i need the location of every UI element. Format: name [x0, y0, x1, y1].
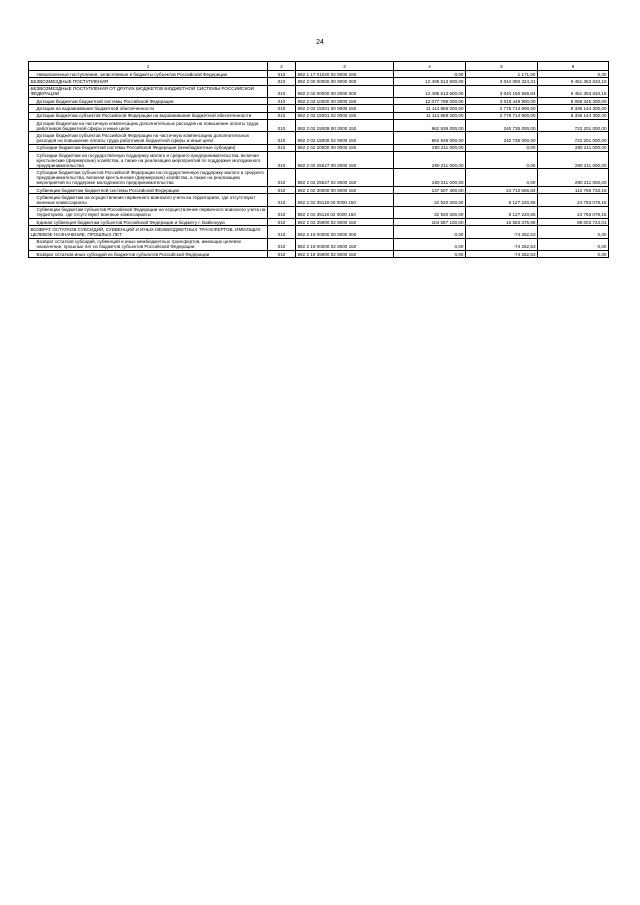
- row-kbk: 892 2 02 15001 02 0000 150: [296, 112, 394, 119]
- row-code: 010: [268, 78, 296, 85]
- table-row: [29, 132, 609, 144]
- column-header: 3: [296, 62, 394, 71]
- row-kbk: 892 1 17 01020 02 0000 180: [296, 71, 394, 78]
- row-name: Невыясненные поступления, зачисляемые в бюджеты субъектов Российской Федерации: [36, 71, 228, 77]
- row-unexecuted: 112 796 733,16: [538, 186, 609, 193]
- row-executed: 240 735 000,00: [466, 119, 538, 131]
- row-name: Дотации бюджетам бюджетной системы Российской Федерации: [36, 98, 174, 104]
- row-name: Возврат остатков иных субсидий из бюджетов субъектов Российской Федерации: [36, 251, 210, 257]
- row-kbk: 892 2 19 00000 00 0000 000: [296, 226, 394, 238]
- row-name-cell: [29, 132, 268, 144]
- row-name-cell: [29, 238, 268, 250]
- row-unexecuted: 0,00: [538, 238, 609, 250]
- table-header-row: [29, 62, 609, 71]
- table-row: [29, 186, 609, 193]
- row-kbk: 892 2 02 25527 02 0000 150: [296, 169, 394, 186]
- row-plan: 280 211 000,00: [394, 152, 466, 169]
- row-unexecuted: 24 793 079,15: [538, 206, 609, 218]
- row-name-cell: [29, 186, 268, 193]
- row-executed: 2 778 714 900,00: [466, 105, 538, 112]
- row-name: Единая субвенция бюджетам субъектов Российской Федерации и бюджету г. Байконура: [36, 219, 225, 225]
- row-code: 010: [268, 144, 296, 151]
- row-code: 010: [268, 206, 296, 218]
- row-code: 010: [268, 152, 296, 169]
- row-unexecuted: 280 211 000,00: [538, 144, 609, 151]
- row-plan: 12 495 513 600,00: [394, 78, 466, 85]
- table-row: [29, 105, 609, 112]
- row-name-cell: [29, 218, 268, 225]
- row-name: Дотации бюджетам субъектов Российской Федерации на выравнивание бюджетной обеспеченности: [36, 113, 252, 119]
- row-code: 010: [268, 132, 296, 144]
- row-executed: 0,00: [466, 169, 538, 186]
- table-row: [29, 152, 609, 169]
- table-row: [29, 98, 609, 105]
- row-name-cell: [29, 144, 268, 151]
- row-name: ВОЗВРАТ ОСТАТКОВ СУБСИДИЙ, СУБВЕНЦИЙ И ИНЫХ МЕЖБЮДЖЕТНЫХ ТРАНСФЕРТОВ, ИМЕЮЩИХ ЦЕЛЕВОЕ НАЗНАЧЕНИЕ, ПРОШЛЫХ ЛЕТ: [29, 226, 268, 238]
- row-plan: 962 936 000,00: [394, 132, 466, 144]
- row-name: Субвенции бюджетам субъектов Российской Федерации на осуществление первичного воинского учета на территориях, где отсутствуют военные комиссариаты: [36, 207, 266, 218]
- row-kbk: 892 2 02 00000 00 0000 000: [296, 85, 394, 97]
- column-header: 4: [394, 62, 466, 71]
- row-code: 010: [268, 71, 296, 78]
- row-code: 010: [268, 194, 296, 206]
- row-executed: -74 252,53: [466, 251, 538, 258]
- row-kbk: 892 2 19 35900 02 0000 150: [296, 251, 394, 258]
- table-row: [29, 218, 609, 225]
- row-kbk: 892 2 02 15001 00 0000 150: [296, 105, 394, 112]
- row-plan: 280 211 000,00: [394, 144, 466, 151]
- row-unexecuted: 722 201 000,00: [538, 132, 609, 144]
- row-name-cell: [29, 169, 268, 186]
- row-code: 010: [268, 105, 296, 112]
- row-code: 010: [268, 218, 296, 225]
- row-name: БЕЗВОЗМЕЗДНЫЕ ПОСТУПЛЕНИЯ: [29, 78, 268, 85]
- row-kbk: 892 2 02 35118 00 0000 150: [296, 194, 394, 206]
- row-code: 010: [268, 169, 296, 186]
- row-name: Субвенции бюджетам на осуществление первичного воинского учета на территориях, где отсутствуют военные комиссариаты: [36, 194, 256, 205]
- row-code: 010: [268, 119, 296, 131]
- row-executed: 16 583 375,99: [466, 218, 538, 225]
- row-unexecuted: 280 211 000,00: [538, 152, 609, 169]
- row-plan: 0,00: [394, 71, 466, 78]
- row-kbk: 892 2 02 10000 00 0000 150: [296, 98, 394, 105]
- row-kbk: 892 2 00 00000 00 0000 000: [296, 78, 394, 85]
- row-name: Субсидии бюджетам субъектов Российской Федерации на государственную поддержку малого и среднего предпринимательства, включая крестьянские (фермерские) хозяйства, а также на реализацию мероприятий по поддержке молодежного предпринимательства: [36, 170, 264, 186]
- row-code: 010: [268, 226, 296, 238]
- row-name: Субсидии бюджетам бюджетной системы Российской Федерации (межбюджетные субсидии): [36, 145, 236, 151]
- table-row: [29, 71, 609, 78]
- row-name-cell: [29, 152, 268, 169]
- row-code: 010: [268, 186, 296, 193]
- row-name: Дотации бюджетам субъектов Российской Федерации на частичную компенсацию дополнительных расходов на повышение оплаты труда работников бюджетной сферы и иные цели: [36, 132, 250, 144]
- column-header: 1: [29, 62, 268, 71]
- page-number: 24: [316, 39, 324, 46]
- row-unexecuted: 9 451 353 633,15: [538, 85, 609, 97]
- row-name-cell: [29, 251, 268, 258]
- row-kbk: 892 2 02 20000 00 0000 150: [296, 144, 394, 151]
- column-header: 5: [466, 62, 538, 71]
- row-executed: -74 252,53: [466, 238, 538, 250]
- table-row: [29, 226, 609, 238]
- row-plan: 104 587 100,00: [394, 218, 466, 225]
- row-unexecuted: 8 336 144 300,00: [538, 112, 609, 119]
- table-row: [29, 112, 609, 119]
- row-name: Субвенции бюджетам бюджетной системы Российской Федерации: [36, 187, 180, 193]
- row-executed: 8 127 220,85: [466, 194, 538, 206]
- table-row: [29, 194, 609, 206]
- row-plan: 137 507 400,00: [394, 186, 466, 193]
- row-executed: 0,00: [466, 144, 538, 151]
- row-name: Дотации на выравнивание бюджетной обеспеченности: [36, 106, 154, 111]
- row-kbk: 892 2 02 35900 02 0000 150: [296, 218, 394, 225]
- row-plan: 11 114 859 200,00: [394, 112, 466, 119]
- row-name-cell: [29, 112, 268, 119]
- column-header: 6: [538, 62, 609, 71]
- row-plan: 11 114 859 200,00: [394, 105, 466, 112]
- row-executed: -74 252,53: [466, 226, 538, 238]
- row-unexecuted: 24 793 079,15: [538, 194, 609, 206]
- row-kbk: 892 2 02 30000 00 0000 150: [296, 186, 394, 193]
- row-unexecuted: 88 003 724,01: [538, 218, 609, 225]
- row-code: 010: [268, 251, 296, 258]
- row-plan: 32 920 300,00: [394, 194, 466, 206]
- row-plan: 32 920 300,00: [394, 206, 466, 218]
- table-row: [29, 238, 609, 250]
- report-table: [28, 61, 609, 258]
- row-plan: 280 211 000,00: [394, 169, 466, 186]
- row-kbk: 892 2 19 00000 02 0000 150: [296, 238, 394, 250]
- row-name-cell: [29, 194, 268, 206]
- row-name-cell: [29, 71, 268, 78]
- table-row: [29, 206, 609, 218]
- row-unexecuted: 8 336 144 300,00: [538, 105, 609, 112]
- row-kbk: 892 2 02 15009 02 0000 150: [296, 132, 394, 144]
- column-header: 2: [268, 62, 296, 71]
- row-plan: 12 077 795 200,00: [394, 98, 466, 105]
- row-unexecuted: 722 201 000,00: [538, 119, 609, 131]
- row-executed: 3 019 449 900,00: [466, 98, 538, 105]
- row-plan: 12 495 513 600,00: [394, 85, 466, 97]
- row-executed: 2 778 714 900,00: [466, 112, 538, 119]
- row-plan: 0,00: [394, 251, 466, 258]
- row-code: 010: [268, 238, 296, 250]
- row-code: 010: [268, 98, 296, 105]
- row-plan: 0,00: [394, 238, 466, 250]
- table-row: [29, 78, 609, 85]
- row-kbk: 892 2 02 35118 02 0000 150: [296, 206, 394, 218]
- row-name: Возврат остатков субсидий, субвенций и иных межбюджетных трансфертов, имеющих целевое назначение, прошлых лет из бюджетов субъектов Российской Федерации: [36, 239, 242, 250]
- row-executed: 240 735 000,00: [466, 132, 538, 144]
- row-name-cell: [29, 206, 268, 218]
- row-unexecuted: 9 058 345 300,00: [538, 98, 609, 105]
- row-unexecuted: 0,00: [538, 71, 609, 78]
- row-executed: 3 044 160 566,84: [466, 85, 538, 97]
- row-name: БЕЗВОЗМЕЗДНЫЕ ПОСТУПЛЕНИЯ ОТ ДРУГИХ БЮДЖЕТОВ БЮДЖЕТНОЙ СИСТЕМЫ РОССИЙСКОЙ ФЕДЕРАЦИИ: [29, 85, 268, 97]
- row-executed: 0,00: [466, 152, 538, 169]
- row-executed: 24 710 666,84: [466, 186, 538, 193]
- row-unexecuted: 0,00: [538, 226, 609, 238]
- row-executed: 1 171,00: [466, 71, 538, 78]
- row-name: Дотации бюджетам на частичную компенсацию дополнительных расходов на повышение оплаты труда работников бюджетной сферы и иные цели: [36, 120, 259, 131]
- row-executed: 8 127 220,85: [466, 206, 538, 218]
- row-unexecuted: 9 451 353 633,15: [538, 78, 609, 85]
- row-kbk: 892 2 02 15009 00 0000 150: [296, 119, 394, 131]
- row-plan: 0,00: [394, 226, 466, 238]
- row-name: Субсидии бюджетам на государственную поддержку малого и среднего предпринимательства, включая крестьянские (фермерские) хозяйства, а также на реализацию мероприятий по поддержке молодежного предпринимательства: [36, 152, 261, 168]
- row-name-cell: [29, 98, 268, 105]
- row-executed: 3 044 080 324,31: [466, 78, 538, 85]
- row-kbk: 892 2 02 25527 00 0000 150: [296, 152, 394, 169]
- table-row: [29, 169, 609, 186]
- table-row: [29, 251, 609, 258]
- table-row: [29, 144, 609, 151]
- row-code: 010: [268, 112, 296, 119]
- table-row: [29, 85, 609, 97]
- table-row: [29, 119, 609, 131]
- row-code: 010: [268, 85, 296, 97]
- row-unexecuted: 280 211 000,00: [538, 169, 609, 186]
- row-name-cell: [29, 119, 268, 131]
- row-plan: 962 936 000,00: [394, 119, 466, 131]
- row-name-cell: [29, 105, 268, 112]
- row-unexecuted: 0,00: [538, 251, 609, 258]
